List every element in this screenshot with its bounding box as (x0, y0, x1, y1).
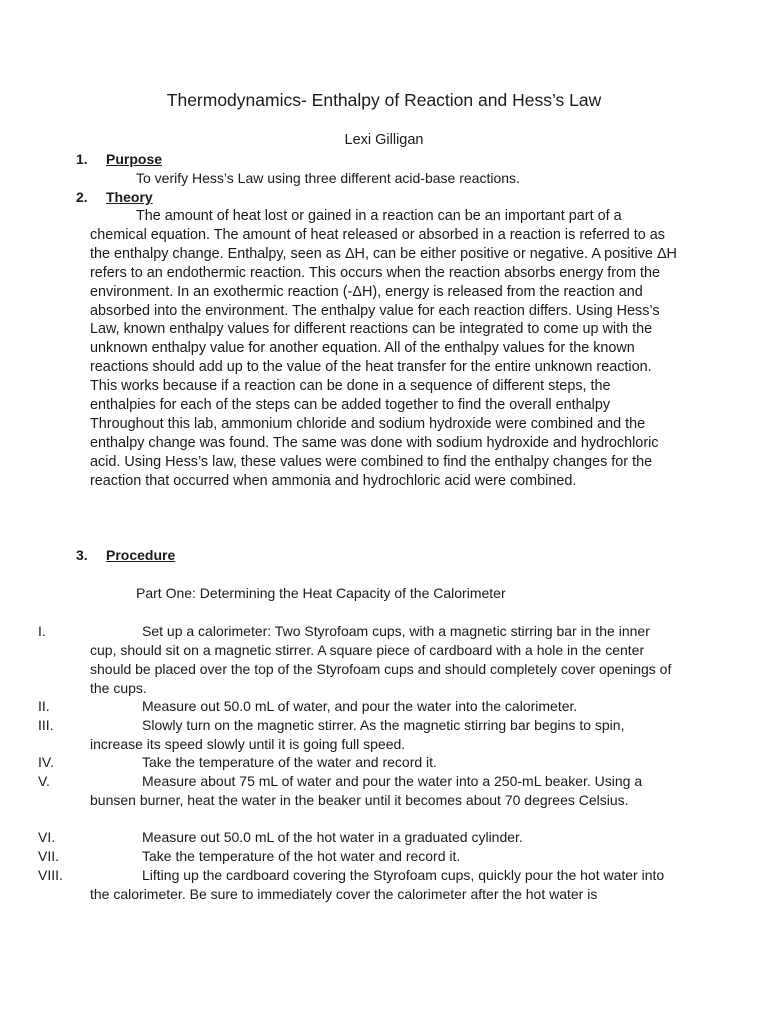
purpose-text: To verify Hess’s Law using three different acid-base reactions. (136, 170, 520, 186)
step-numeral: VII. (38, 848, 60, 864)
purpose-heading: Purpose (106, 151, 163, 167)
procedure-heading: Procedure (106, 547, 176, 563)
theory-number: 2. (76, 189, 88, 205)
theory-text: The amount of heat lost or gained in a reaction can be an important part of a chemical equation. The amount of heat released or absorbed in a reaction is referred to as the enthalpy change. Enthalpy, seen as ΔH, can be either positive or negative. A positive ΔH refers to an endothermic reaction. This occurs when the reaction absorbs energy from the environment. In an exothermic reaction (-ΔH), energy is released from the reaction and absorbed into the environment. The enthalpy value for each reaction differs. Using Hess’s Law, known enthalpy values for different reactions can be integrated to come up with the unknown enthalpy value for another equation. All of the enthalpy values for the known reactions should add up to the value of the heat transfer for the entire unknown reaction. This works because if a reaction can be done in a sequence of different steps, the enthalpies for each of the steps can be added together to find the overall enthalpy Throughout this lab, ammonium chloride and sodium hydroxide were combined and the enthalpy change was found. The same was done with sodium hydroxide and hydrochloric acid. Using Hess’s law, these values were combined to find the enthalpy changes for the reaction that occurred when ammonia and hydrochloric acid were combined. (90, 208, 677, 489)
purpose-number: 1. (76, 151, 88, 167)
step-numeral: I. (38, 623, 46, 639)
step-text: Measure about 75 mL of water and pour the water into a 250-mL beaker. Using a bunsen burner, heat the water in the beaker until it becomes about 70 degrees Celsius. (90, 773, 643, 808)
theory-heading: Theory (106, 189, 153, 205)
step-text: Set up a calorimeter: Two Styrofoam cups, with a magnetic stirring bar in the inner cup, should sit on a magnetic stirrer. A square piece of cardboard with a hole in the center should be placed over the top of the Styrofoam cups and should completely cover openings of the cups. (90, 623, 672, 696)
step-text: Measure out 50.0 mL of the hot water in a graduated cylinder. (142, 829, 523, 845)
procedure-number: 3. (76, 547, 88, 563)
step-text: Measure out 50.0 mL of water, and pour the water into the calorimeter. (142, 698, 578, 714)
step-text: Lifting up the cardboard covering the Styrofoam cups, quickly pour the hot water into the calorimeter. Be sure to immediately cover the calorimeter after the hot water is (90, 867, 665, 902)
document-author: Lexi Gilligan (344, 132, 424, 148)
step-numeral: V. (38, 773, 50, 789)
step-numeral: VI. (38, 829, 56, 845)
step-text: Slowly turn on the magnetic stirrer. As the magnetic stirring bar begins to spin, increase its speed slowly until it is going full speed. (90, 717, 625, 752)
document-title: Thermodynamics- Enthalpy of Reaction and Hess’s Law (166, 90, 602, 110)
step-text: Take the temperature of the water and record it. (142, 754, 437, 770)
step-text: Take the temperature of the hot water and record it. (142, 848, 461, 864)
step-numeral: III. (38, 717, 54, 733)
step-numeral: IV. (38, 754, 54, 770)
step-numeral: VIII. (38, 867, 63, 883)
part-one-title: Part One: Determining the Heat Capacity of the Calorimeter (136, 585, 506, 601)
step-numeral: II. (38, 698, 50, 714)
